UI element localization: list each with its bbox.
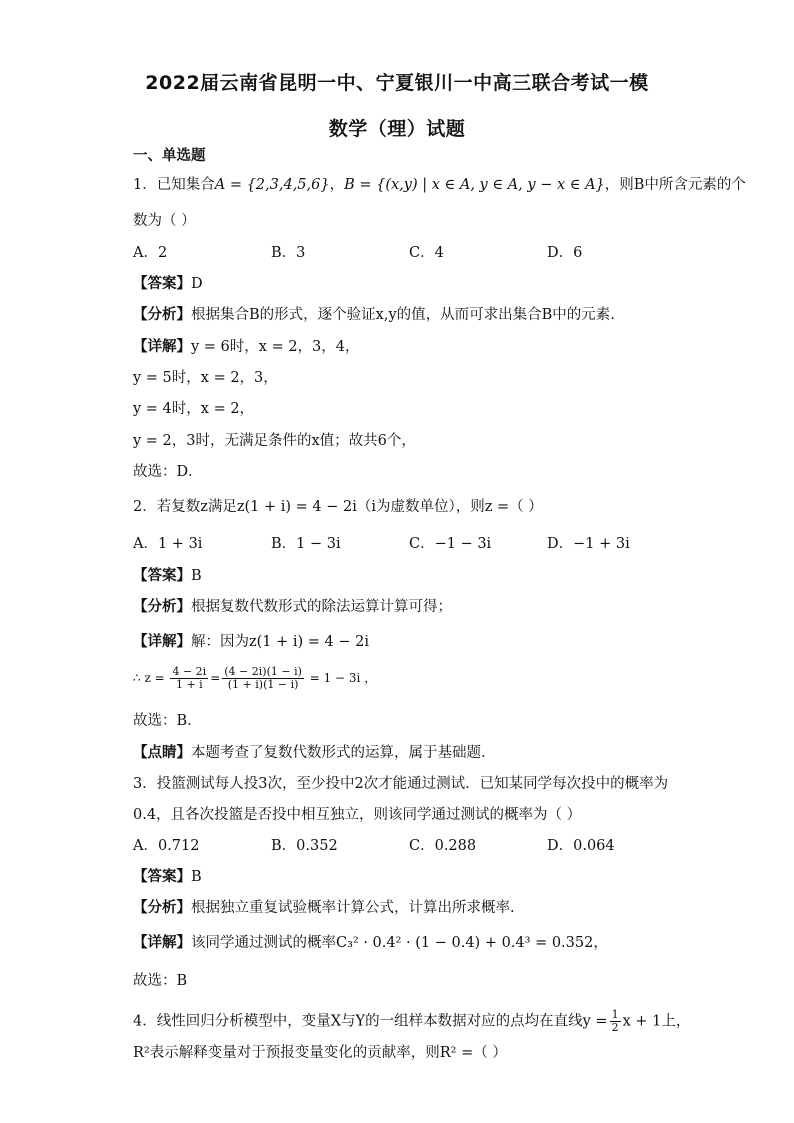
q1-detail-line-4: y = 2，3时，无满足条件的x值；故共6个， <box>133 433 416 449</box>
q4-stem-prefix: 4．线性回归分析模型中，变量X与Y的一组样本数据对应的点均在直线y = <box>133 1013 608 1030</box>
q1-option-b: B．3 <box>271 245 306 261</box>
q3-option-c: C．0.288 <box>409 838 477 854</box>
q2-detail-text: 解：因为z(1 + i) = 4 − 2i <box>191 634 370 650</box>
q2-fraction-2-denominator: (1 + i)(1 − i) <box>227 678 299 691</box>
q2-analysis-text: 根据复数代数形式的除法运算计算可得； <box>191 599 452 615</box>
q2-fraction-1-denominator: 1 + i <box>175 678 203 691</box>
q2-stem: 2．若复数z满足z(1 + i) = 4 − 2i（i为虚数单位），则z =（ ） <box>133 499 543 515</box>
q2-analysis-tag: 【分析】 <box>133 599 191 615</box>
q2-analysis <box>133 597 452 617</box>
q3-detail-tag: 【详解】 <box>133 935 191 951</box>
q2-detail <box>133 632 369 652</box>
q3-option-d: D．0.064 <box>547 838 615 854</box>
q1-separator: ， <box>329 177 345 193</box>
q2-calc-equals: = <box>210 671 221 685</box>
q1-detail-line-2: y = 5时，x = 2，3， <box>133 370 278 386</box>
q2-fraction-1-numerator: 4 − 2i <box>172 665 207 678</box>
q2-calculation <box>133 666 376 691</box>
q1-detail-line-1: y = 6时，x = 2，3，4， <box>191 339 360 355</box>
q2-conclusion: 故选：B． <box>133 713 202 729</box>
q3-answer-tag: 【答案】 <box>133 869 191 885</box>
q2-comment-tag: 【点睛】 <box>133 745 191 761</box>
q4-stem-continued: R²表示解释变量对于预报变量变化的贡献率，则R² =（ ） <box>133 1045 507 1061</box>
q4-fraction-denominator: 2 <box>611 1021 619 1034</box>
q1-detail <box>133 337 360 357</box>
q2-option-b: B．1 − 3i <box>271 536 341 552</box>
q1-answer-tag: 【答案】 <box>133 276 191 292</box>
q2-fraction-2 <box>222 666 304 691</box>
q1-option-a: A．2 <box>133 245 168 261</box>
q1-answer-value: D <box>191 276 203 292</box>
q1-answer <box>133 274 203 294</box>
q2-fraction-2-numerator: (4 − 2i)(1 − i) <box>224 665 302 678</box>
q2-fraction-1 <box>170 666 208 691</box>
q3-analysis <box>133 898 515 918</box>
q1-detail-line-3: y = 4时，x = 2， <box>133 401 255 417</box>
q3-stem-continued: 0.4，且各次投篮是否投中相互独立，则该同学通过测试的概率为（ ） <box>133 807 582 823</box>
q4-fraction <box>610 1009 621 1034</box>
q2-answer <box>133 566 202 586</box>
q2-option-a: A．1 + 3i <box>133 536 203 552</box>
q3-analysis-text: 根据独立重复试验概率计算公式，计算出所求概率. <box>191 900 515 916</box>
q4-fraction-numerator: 1 <box>611 1008 619 1021</box>
q1-stem-continued: 数为（ ） <box>133 213 196 229</box>
exam-title: 2022届云南省昆明一中、宁夏银川一中高三联合考试一模 <box>145 72 649 94</box>
q1-analysis-text: 根据集合B的形式，逐个验证x,y的值，从而可求出集合B中的元素. <box>191 307 615 323</box>
q1-option-c: C．4 <box>409 245 444 261</box>
q1-conclusion: 故选：D． <box>133 464 203 480</box>
q3-stem: 3．投篮测试每人投3次，至少投中2次才能通过测试．已知某同学每次投中的概率为 <box>133 776 669 792</box>
q4-stem-suffix: x + 1上， <box>622 1013 691 1030</box>
q3-answer-value: B <box>191 869 202 885</box>
exam-subtitle: 数学（理）试题 <box>328 118 466 140</box>
q3-option-a: A．0.712 <box>133 838 200 854</box>
q3-option-b: B．0.352 <box>271 838 338 854</box>
section-heading: 一、单选题 <box>133 148 206 164</box>
q3-detail <box>133 933 608 953</box>
q1-set-a: A = {2,3,4,5,6} <box>214 177 330 193</box>
q2-option-d: D．−1 + 3i <box>547 536 630 552</box>
q1-stem <box>133 175 746 195</box>
q1-detail-tag: 【详解】 <box>133 339 191 355</box>
q4-stem <box>133 1009 690 1034</box>
q2-answer-tag: 【答案】 <box>133 568 191 584</box>
q1-stem-prefix: 1．已知集合 <box>133 177 215 193</box>
q2-answer-value: B <box>191 568 202 584</box>
q2-detail-tag: 【详解】 <box>133 634 191 650</box>
q2-comment-text: 本题考查了复数代数形式的运算，属于基础题． <box>191 745 496 761</box>
q1-analysis <box>133 305 615 325</box>
q3-detail-text: 该同学通过测试的概率C₃² · 0.4² · (1 − 0.4) + 0.4³ = 0.352， <box>191 935 608 951</box>
q3-analysis-tag: 【分析】 <box>133 900 191 916</box>
q1-set-b: B = {(x,y) | x ∈ A, y ∈ A, y − x ∈ A} <box>344 177 605 193</box>
q1-stem-suffix: ，则B中所含元素的个 <box>604 177 746 193</box>
q3-conclusion: 故选：B <box>133 973 188 989</box>
q3-answer <box>133 867 202 887</box>
q2-comment <box>133 743 496 763</box>
q2-calc-suffix: = 1 − 3i ， <box>309 671 377 685</box>
q1-analysis-tag: 【分析】 <box>133 307 191 323</box>
q2-calc-prefix: ∴ z = <box>133 671 165 685</box>
q1-option-d: D．6 <box>547 245 583 261</box>
q2-option-c: C．−1 − 3i <box>409 536 492 552</box>
